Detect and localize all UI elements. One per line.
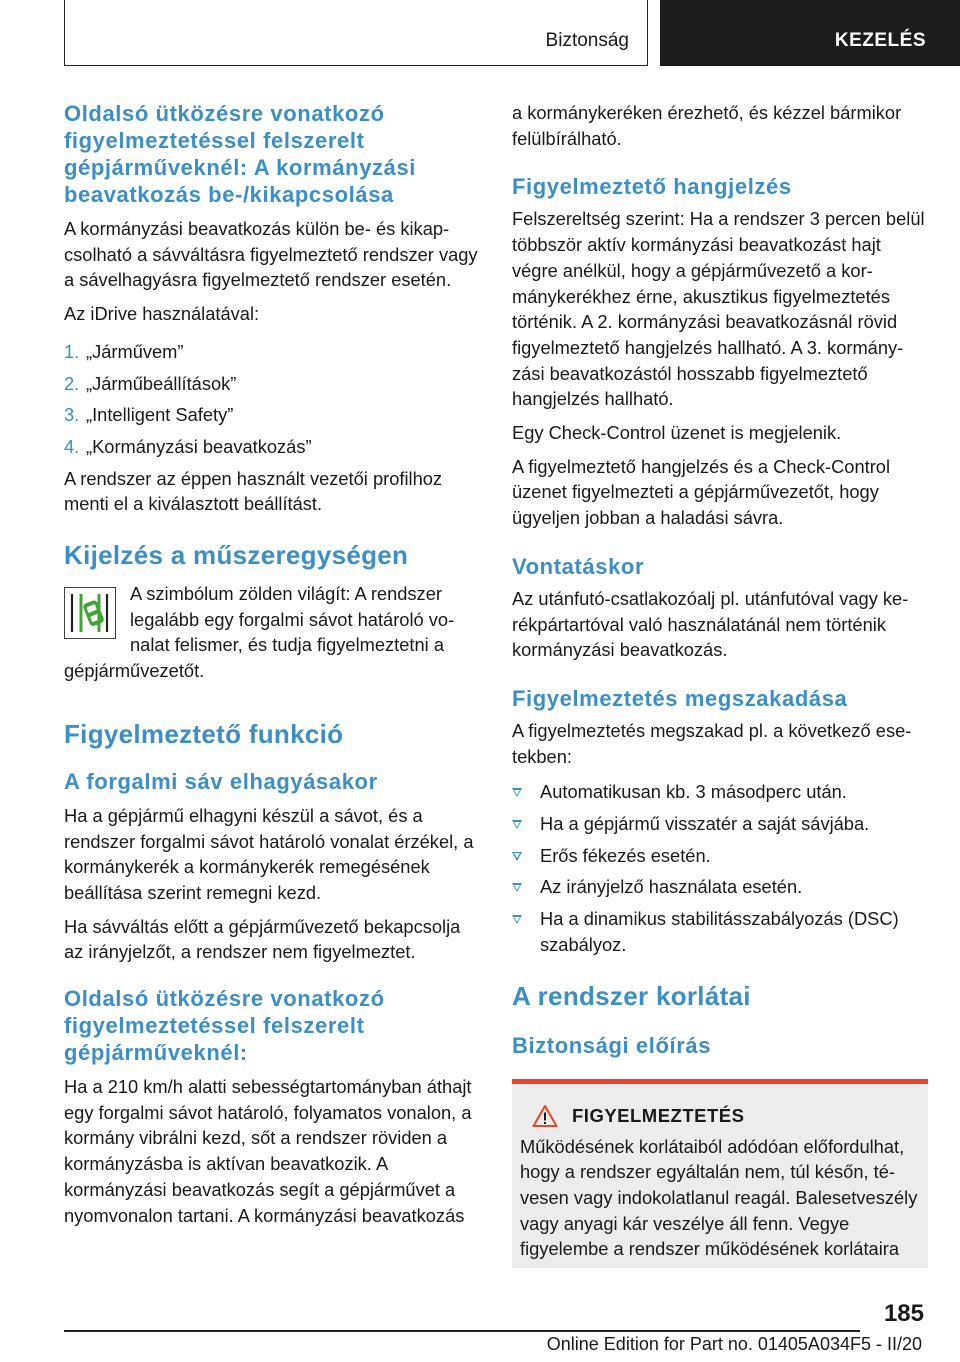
header-section-box — [64, 0, 648, 66]
paragraph: A kormányzási beavatkozás külön be- és kikapcsolható a sávváltásra figyelmeztető rendszer vagy a sávelhagyásra figyelmeztető rendszer esetén. — [64, 218, 478, 291]
header-chapter-tab — [660, 0, 960, 66]
bullet-text: Erős fékezés esetén. — [540, 844, 711, 866]
warning-box — [512, 1079, 928, 1269]
bullet-triangle-icon — [512, 852, 522, 861]
warning-title: FIGYELMEZTETÉS — [572, 1104, 745, 1126]
step-number: 3. — [64, 404, 80, 426]
paragraph: A figyelmeztetés megszakad pl. a következő esetekben: — [512, 719, 912, 767]
page-header — [0, 0, 960, 66]
step-text: „Intelligent Safety” — [86, 404, 234, 426]
paragraph: A rendszer az éppen használt vezetői profilhoz menti el a kiválasztott beállítást. — [64, 467, 443, 515]
symbol-description — [64, 581, 478, 684]
interruption-list — [512, 779, 928, 957]
step-number: 1. — [64, 340, 80, 362]
bullet-triangle-icon — [512, 788, 522, 797]
step-number: 4. — [64, 435, 80, 457]
list-item — [64, 434, 478, 460]
bullet-text: Az irányjelző használata esetén. — [540, 876, 803, 898]
paragraph: Egy Check-Control üzenet is megjelenik. — [512, 422, 842, 444]
warning-text: Működésének korlátaiból adódóan előfordulhat, hogy a rendszer egyáltalán nem, túl későn, tévesen vagy indokolatlanul reagál. Balesetveszély vagy anyagi kár veszélye áll fenn. Vegye figyelembe a rendszer működésének korlátaira — [520, 1135, 918, 1260]
paragraph: Az iDrive használatával: — [64, 303, 260, 325]
symbol-text: A szimbólum zölden világít: A rendszer legalább egy forgalmi sávot határoló vonalat felismer, és tudja figyelmeztetni a gépjárművezetőt. — [64, 583, 455, 682]
step-text: „Kormányzási beavatkozás” — [86, 435, 312, 457]
list-item — [512, 906, 928, 957]
list-item — [64, 371, 478, 397]
list-item — [512, 779, 928, 805]
left-column — [64, 100, 478, 1228]
heading-warning-interruption: Figyelmeztetés megszakadása — [512, 685, 848, 711]
paragraph: Felszereltség szerint: Ha a rendszer 3 percen belül többször aktív kormányzási beavatkozást hajt végre anélkül, hogy a gépjárművezető a kormánykerékhez érne, akusztikus figyelmeztetés történik. A 2. kormányzási beavatkozásnál rövid figyelmeztető hangjelzés hallható. A 3. kormányzási beavatkozástól hosszabb figyelmeztető hangjelzés hallható. — [512, 208, 925, 410]
footer-divider — [64, 1330, 860, 1332]
heading-leaving-lane: A forgalmi sáv elhagyásakor — [64, 768, 378, 794]
list-item — [512, 843, 928, 869]
bullet-text: Automatikusan kb. 3 másodperc után. — [540, 781, 847, 803]
bullet-triangle-icon — [512, 915, 522, 924]
heading-warning-function: Figyelmeztető funkció — [64, 718, 344, 749]
warning-triangle-icon — [532, 1104, 558, 1128]
heading-steering-intervention-toggle: Oldalsó ütközésre vonatkozó figyelmeztetéssel felszerelt gépjárműveknél: A kormányzási beavatkozás be-/kikapcsolása — [64, 101, 417, 207]
bullet-text: Ha a dinamikus stabilitásszabályozás (DSC) szabályoz. — [540, 908, 899, 955]
right-column — [512, 100, 928, 1268]
paragraph: a kormánykeréken érezhető, és kézzel bármikor felülbírálható. — [512, 102, 902, 149]
bullet-text: Ha a gépjármű visszatér a saját sávjába. — [540, 813, 870, 835]
step-number: 2. — [64, 372, 80, 394]
warning-header — [532, 1104, 922, 1128]
step-text: „Járműbeállítások” — [86, 372, 237, 394]
heading-safety-notice: Biztonsági előírás — [512, 1032, 712, 1058]
header-section-title: Biztonság — [545, 30, 629, 51]
header-chapter-label: KEZELÉS — [834, 30, 926, 51]
paragraph: Ha sávváltás előtt a gépjárművezető bekapcsolja az irányjelzőt, a rendszer nem figyelmeztet. — [64, 915, 461, 963]
paragraph: Ha a 210 km/h alatti sebességtartományban áthajt egy forgalmi sávot határoló, folyamatos vonalon, a kormány vibrálni kezd, sőt a rendszer röviden a kormányzásba is aktívan beavatkozik. A kormányzási beavatkozás segít a gépjárművet a nyomvonalon tartani. A kormányzási beavatkozás — [64, 1076, 472, 1226]
paragraph: Ha a gépjármű elhagyni készül a sávot, és a rendszer forgalmi sávot határoló vonalat érzékel, a kormánykerék a kormánykerék remegésének beállítása szerint remegni kezd. — [64, 804, 474, 903]
paragraph: Az utánfutó-csatlakozóalj pl. utánfutóval vagy kerékpártartóval való használatánál nem történik kormányzási beavatkozás. — [512, 587, 909, 661]
bullet-triangle-icon — [512, 883, 522, 892]
bullet-triangle-icon — [512, 820, 522, 829]
page-number: 185 — [883, 1300, 924, 1327]
heading-system-limits: A rendszer korlátai — [512, 980, 751, 1011]
heading-side-collision-vehicles: Oldalsó ütközésre vonatkozó figyelmeztetéssel felszerelt gépjárműveknél: — [64, 986, 385, 1066]
list-item — [64, 402, 478, 428]
lane-keeping-assistant-icon — [64, 587, 116, 639]
list-item — [512, 874, 928, 900]
heading-instrument-cluster-display: Kijelzés a műszeregységen — [64, 540, 409, 571]
paragraph: A figyelmeztető hangjelzés és a Check-Control üzenet figyelmezteti a gépjárművezetőt, hogy ügyeljen jobban a haladási sávra. — [512, 455, 891, 529]
heading-warning-sound: Figyelmeztető hangjelzés — [512, 174, 792, 200]
list-item — [64, 339, 478, 365]
heading-towing: Vontatáskor — [512, 553, 645, 579]
idrive-steps-list — [64, 339, 478, 460]
list-item — [512, 811, 928, 837]
step-text: „Járművem” — [86, 340, 184, 362]
footer-edition: Online Edition for Part no. 01405A034F5 - II/20 — [546, 1334, 922, 1354]
